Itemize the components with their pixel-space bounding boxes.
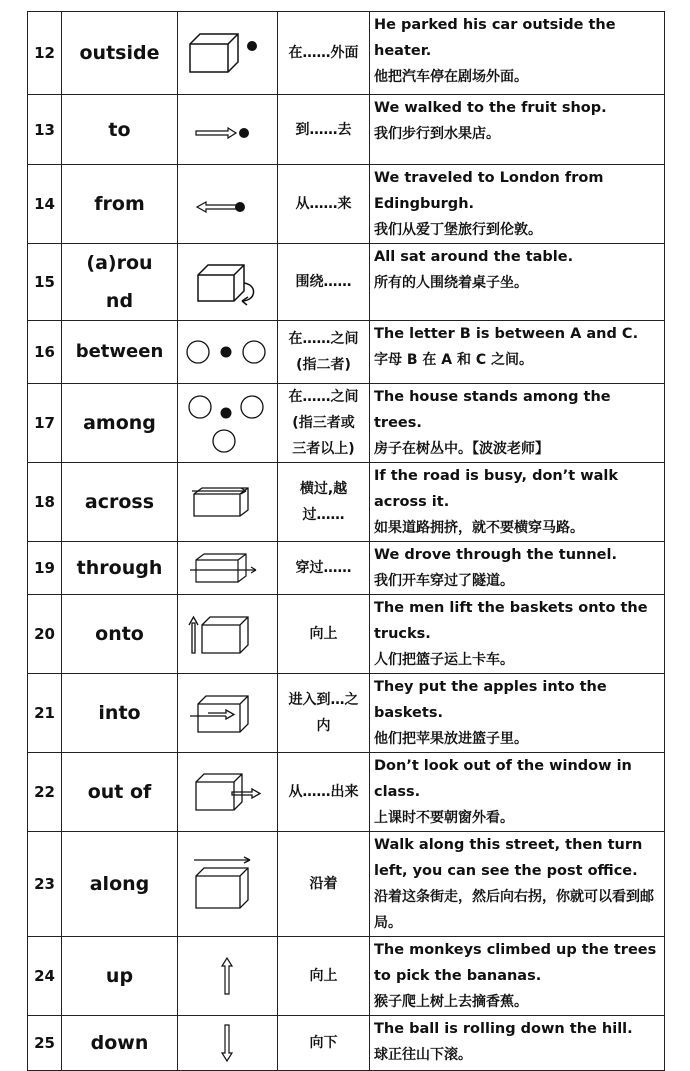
example-cell (370, 937, 665, 1016)
example-chinese: 房子在树丛中。【波波老师】 (374, 441, 549, 457)
table-row (28, 937, 665, 1016)
table-row (28, 674, 665, 753)
around-diagram-icon (178, 244, 278, 321)
row-number: 13 (28, 95, 62, 165)
example-chinese: 字母 B 在 A 和 C 之间。 (374, 352, 534, 368)
preposition-word: down (62, 1016, 178, 1071)
example-chinese: 上课时不要朝窗外看。 (374, 810, 514, 826)
table-row (28, 542, 665, 595)
into-diagram-icon (178, 674, 278, 753)
example-cell (370, 753, 665, 832)
down-arrow-icon (178, 1016, 278, 1071)
preposition-word: between (62, 321, 178, 384)
example-chinese: 他们把苹果放进篮子里。 (374, 731, 528, 747)
example-english: If the road is busy, don’t walk across it. (374, 468, 619, 510)
chinese-meaning: 从……出来 (278, 753, 370, 832)
example-english: The letter B is between A and C. (374, 326, 639, 342)
to-diagram-icon (178, 95, 278, 165)
preposition-word: from (62, 165, 178, 244)
example-cell (370, 542, 665, 595)
row-number: 24 (28, 937, 62, 1016)
out-of-diagram-icon (178, 753, 278, 832)
table-row (28, 244, 665, 321)
example-chinese: 我们步行到水果店。 (374, 126, 500, 142)
chinese-meaning: 向下 (278, 1016, 370, 1071)
table-row (28, 12, 665, 95)
row-number: 23 (28, 832, 62, 937)
example-english: We drove through the tunnel. (374, 547, 617, 563)
row-number: 20 (28, 595, 62, 674)
example-chinese: 我们从爱丁堡旅行到伦敦。 (374, 222, 542, 238)
table-row (28, 321, 665, 384)
chinese-meaning: 围绕…… (278, 244, 370, 321)
example-chinese: 我们开车穿过了隧道。 (374, 573, 514, 589)
example-english: They put the apples into the baskets. (374, 679, 607, 721)
row-number: 19 (28, 542, 62, 595)
between-diagram-icon (178, 321, 278, 384)
example-chinese: 沿着这条街走，然后向右拐，你就可以看到邮局。 (374, 889, 654, 931)
chinese-meaning: 穿过…… (278, 542, 370, 595)
through-diagram-icon (178, 542, 278, 595)
table-row (28, 595, 665, 674)
preposition-word: outside (62, 12, 178, 95)
row-number: 21 (28, 674, 62, 753)
along-diagram-icon (178, 832, 278, 937)
preposition-word: up (62, 937, 178, 1016)
chinese-meaning: 向上 (278, 937, 370, 1016)
onto-diagram-icon (178, 595, 278, 674)
example-cell (370, 1016, 665, 1071)
preposition-word: across (62, 463, 178, 542)
row-number: 15 (28, 244, 62, 321)
example-chinese: 所有的人围绕着桌子坐。 (374, 275, 528, 291)
chinese-meaning: 进入到…之内 (278, 674, 370, 753)
chinese-meaning: 横过,越过…… (278, 463, 370, 542)
example-cell (370, 384, 665, 463)
example-cell (370, 463, 665, 542)
example-chinese: 他把汽车停在剧场外面。 (374, 69, 528, 85)
table-row (28, 95, 665, 165)
row-number: 18 (28, 463, 62, 542)
row-number: 14 (28, 165, 62, 244)
among-diagram-icon (178, 384, 278, 463)
example-english: Don’t look out of the window in class. (374, 758, 632, 800)
outside-diagram-icon (178, 12, 278, 95)
example-cell (370, 321, 665, 384)
preposition-word: onto (62, 595, 178, 674)
row-number: 17 (28, 384, 62, 463)
row-number: 22 (28, 753, 62, 832)
row-number: 16 (28, 321, 62, 384)
from-diagram-icon (178, 165, 278, 244)
chinese-meaning: 在……之间(指三者或三者以上) (278, 384, 370, 463)
example-english: We walked to the fruit shop. (374, 100, 607, 116)
table-row (28, 165, 665, 244)
example-english: The monkeys climbed up the trees to pick the bananas. (374, 942, 657, 984)
preposition-word: along (62, 832, 178, 937)
example-english: Walk along this street, then turn left, you can see the post office. (374, 837, 643, 879)
table-row (28, 753, 665, 832)
example-cell (370, 674, 665, 753)
preposition-word: (a)round (62, 244, 178, 321)
chinese-meaning: 在……外面 (278, 12, 370, 95)
chinese-meaning: 向上 (278, 595, 370, 674)
table-row (28, 1016, 665, 1071)
example-cell (370, 595, 665, 674)
example-cell (370, 832, 665, 937)
example-english: We traveled to London from Edingburgh. (374, 170, 604, 212)
preposition-word: among (62, 384, 178, 463)
table-row (28, 384, 665, 463)
example-cell (370, 12, 665, 95)
up-arrow-icon (178, 937, 278, 1016)
chinese-meaning: 沿着 (278, 832, 370, 937)
preposition-word: to (62, 95, 178, 165)
chinese-meaning: 在……之间(指二者) (278, 321, 370, 384)
example-cell (370, 165, 665, 244)
preposition-table (27, 11, 665, 1071)
example-chinese: 猴子爬上树上去摘香蕉。 (374, 994, 528, 1010)
across-diagram-icon (178, 463, 278, 542)
example-english: All sat around the table. (374, 249, 574, 265)
row-number: 25 (28, 1016, 62, 1071)
example-chinese: 球正往山下滚。 (374, 1047, 472, 1063)
example-chinese: 人们把篮子运上卡车。 (374, 652, 514, 668)
example-english: The house stands among the trees. (374, 389, 611, 431)
example-english: He parked his car outside the heater. (374, 17, 616, 59)
example-english: The ball is rolling down the hill. (374, 1021, 633, 1037)
chinese-meaning: 到……去 (278, 95, 370, 165)
preposition-word: into (62, 674, 178, 753)
example-english: The men lift the baskets onto the trucks. (374, 600, 648, 642)
table-row (28, 832, 665, 937)
row-number: 12 (28, 12, 62, 95)
example-cell (370, 95, 665, 165)
example-cell (370, 244, 665, 321)
preposition-word: through (62, 542, 178, 595)
preposition-word: out of (62, 753, 178, 832)
table-row (28, 463, 665, 542)
example-chinese: 如果道路拥挤，就不要横穿马路。 (374, 520, 584, 536)
chinese-meaning: 从……来 (278, 165, 370, 244)
